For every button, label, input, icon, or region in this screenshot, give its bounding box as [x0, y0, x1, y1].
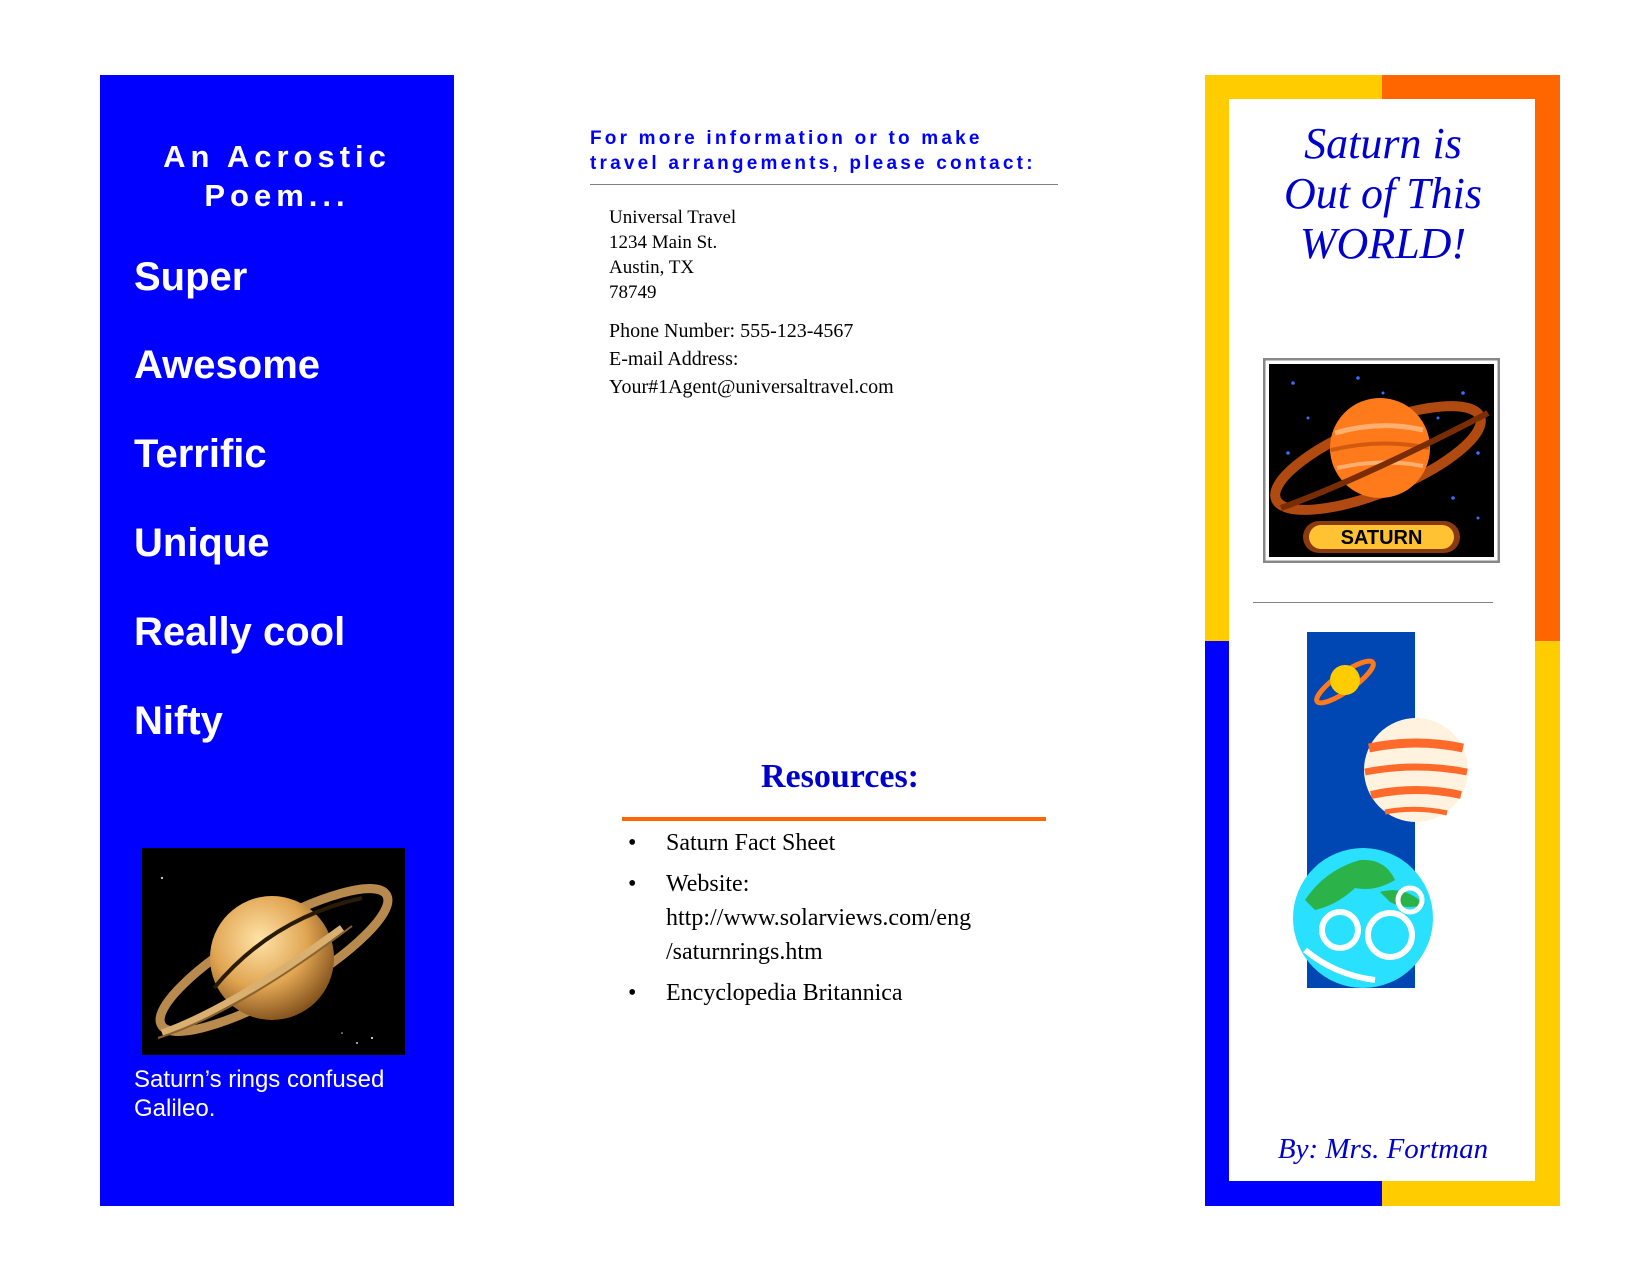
- bullet-icon: •: [628, 980, 637, 1006]
- contact-heading-line1: For more information or to make: [590, 128, 983, 149]
- cover-title-line1: Saturn is: [1304, 119, 1462, 168]
- resources-list: [628, 826, 1058, 1017]
- contact-heading: [590, 126, 1036, 176]
- contact-info: [609, 317, 894, 401]
- bullet-icon: •: [628, 871, 637, 897]
- cover-title-line2: Out of This: [1283, 169, 1483, 218]
- poem-line-really-cool: Really cool: [134, 610, 346, 654]
- email-address[interactable]: Your#1Agent@universaltravel.com: [609, 376, 894, 398]
- left-panel: [100, 75, 454, 1206]
- phone-number: Phone Number: 555-123-4567: [609, 320, 854, 342]
- resources-heading: Resources:: [761, 758, 919, 795]
- photo-caption: Saturn’s rings confused Galileo.: [134, 1066, 385, 1122]
- resources-divider: [622, 817, 1046, 821]
- poem-line-super: Super: [134, 255, 248, 299]
- contact-heading-line2: travel arrangements, please contact:: [590, 153, 1036, 174]
- acrostic-title: An Acrostic Poem...: [163, 139, 391, 213]
- email-label: E-mail Address:: [609, 348, 739, 370]
- list-item: • Saturn Fact Sheet: [628, 826, 1058, 860]
- poem-line-terrific: Terrific: [134, 432, 267, 476]
- poem-line-nifty: Nifty: [134, 699, 223, 743]
- cover-title-line3: WORLD!: [1299, 219, 1467, 268]
- saturn-photo: [142, 848, 405, 1055]
- poem-line-awesome: Awesome: [134, 343, 321, 387]
- contact-divider: [590, 184, 1058, 185]
- address-city: Austin, TX: [609, 257, 695, 278]
- cover-divider: [1253, 602, 1493, 603]
- list-item[interactable]: • Website: http://www.solarviews.com/eng /saturnrings.htm: [628, 867, 1058, 969]
- planets-clipart: [1285, 630, 1475, 990]
- saturn-badge-label: SATURN: [1340, 527, 1423, 549]
- bullet-icon: •: [628, 830, 637, 856]
- address-street: 1234 Main St.: [609, 232, 718, 253]
- byline: By: Mrs. Fortman: [1277, 1133, 1489, 1165]
- list-item: • Encyclopedia Britannica: [628, 976, 1058, 1010]
- cover-title: [1225, 119, 1541, 269]
- address-block: [609, 205, 736, 305]
- poem-line-unique: Unique: [134, 521, 270, 565]
- address-zip: 78749: [609, 282, 657, 303]
- saturn-clipart: [1263, 358, 1500, 563]
- address-company: Universal Travel: [609, 207, 737, 228]
